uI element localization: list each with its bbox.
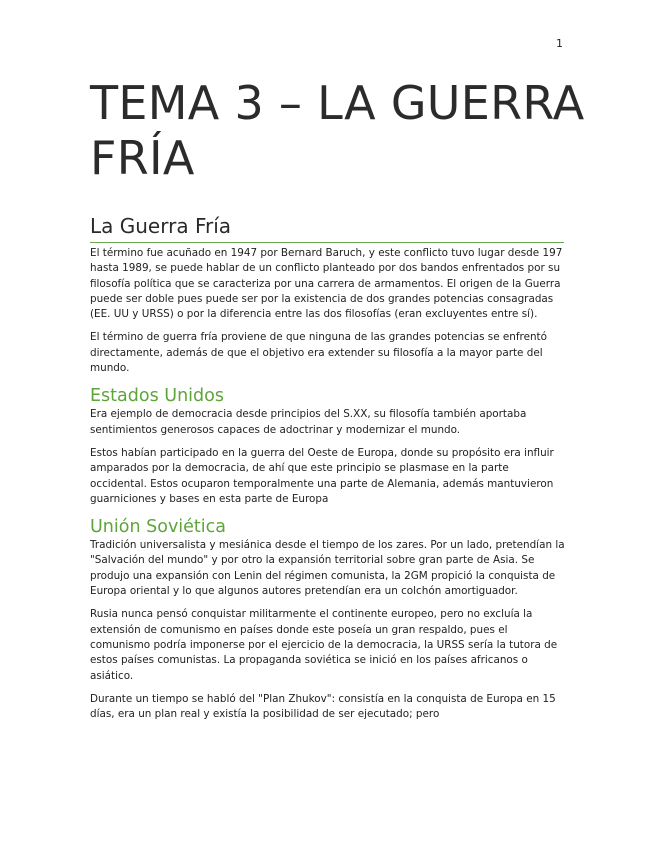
document-body <box>90 246 568 730</box>
paragraph: El término de guerra fría proviene de que ninguna de las grandes potencias se enfrentó directamente, además de que el objetivo era extender su filosofía a la mayor parte del mundo. <box>90 331 547 375</box>
paragraph: Tradición universalista y mesiánica desde el tiempo de los zares. Por un lado, pretendían la "Salvación del mundo" y por otro la expansión territorial sobre gran parte de Asia. Se produjo una expansión con Lenin del régimen comunista, la 2GM propició la conquista de Europa oriental y lo que algunos autores pretendían era un colchón amortiguador. <box>90 539 565 598</box>
section-heading-estados-unidos: Estados Unidos <box>90 386 224 407</box>
section-heading-union-sovietica: Unión Soviética <box>90 517 226 538</box>
page-number: 1 <box>556 37 563 50</box>
paragraph: Durante un tiempo se habló del "Plan Zhukov": consistía en la conquista de Europa en 15 días, era un plan real y existía la posibilidad de ser ejecutado; pero <box>90 692 556 721</box>
paragraph: Era ejemplo de democracia desde principios del S.XX, su filosofía también aportaba sentimientos generosos capaces de adoctrinar y modernizar el mundo. <box>90 408 527 436</box>
paragraph: Estos habían participado en la guerra del Oeste de Europa, donde su propósito era influir amparados por la democracia, de ahí que este principio se plasmase en la parte occidental. Estos ocuparon temporalmente una parte de Alemania, además mantuvieron guarniciones y bases en esta parte de Europa <box>90 446 554 505</box>
document-title: TEMA 3 – LA GUERRA FRÍA <box>90 76 585 185</box>
paragraph: El término fue acuñado en 1947 por Bernard Baruch, y este conflicto tuvo lugar desde 197 hasta 1989, se puede hablar de un conflicto planteado por dos bandos enfrentados por su filosofía política que se caracteriza por una carrera de armamentos. El origen de la Guerra puede ser doble pues puede ser por la existencia de dos grandes potencias consagradas (EE. UU y URSS) o por la diferencia entre las dos filosofías (eran excluyentes entre sí). <box>90 247 563 321</box>
document-subtitle: La Guerra Fría <box>90 213 564 243</box>
paragraph: Rusia nunca pensó conquistar militarmente el continente europeo, pero no excluía la extensión de comunismo en países donde este poseía un gran respaldo, pues el comunismo podría imponerse por el ejercicio de la democracia, la URSS sería la tutora de estos países comunistas. La propaganda soviética se inició en los países africanos o asiático. <box>90 608 558 682</box>
